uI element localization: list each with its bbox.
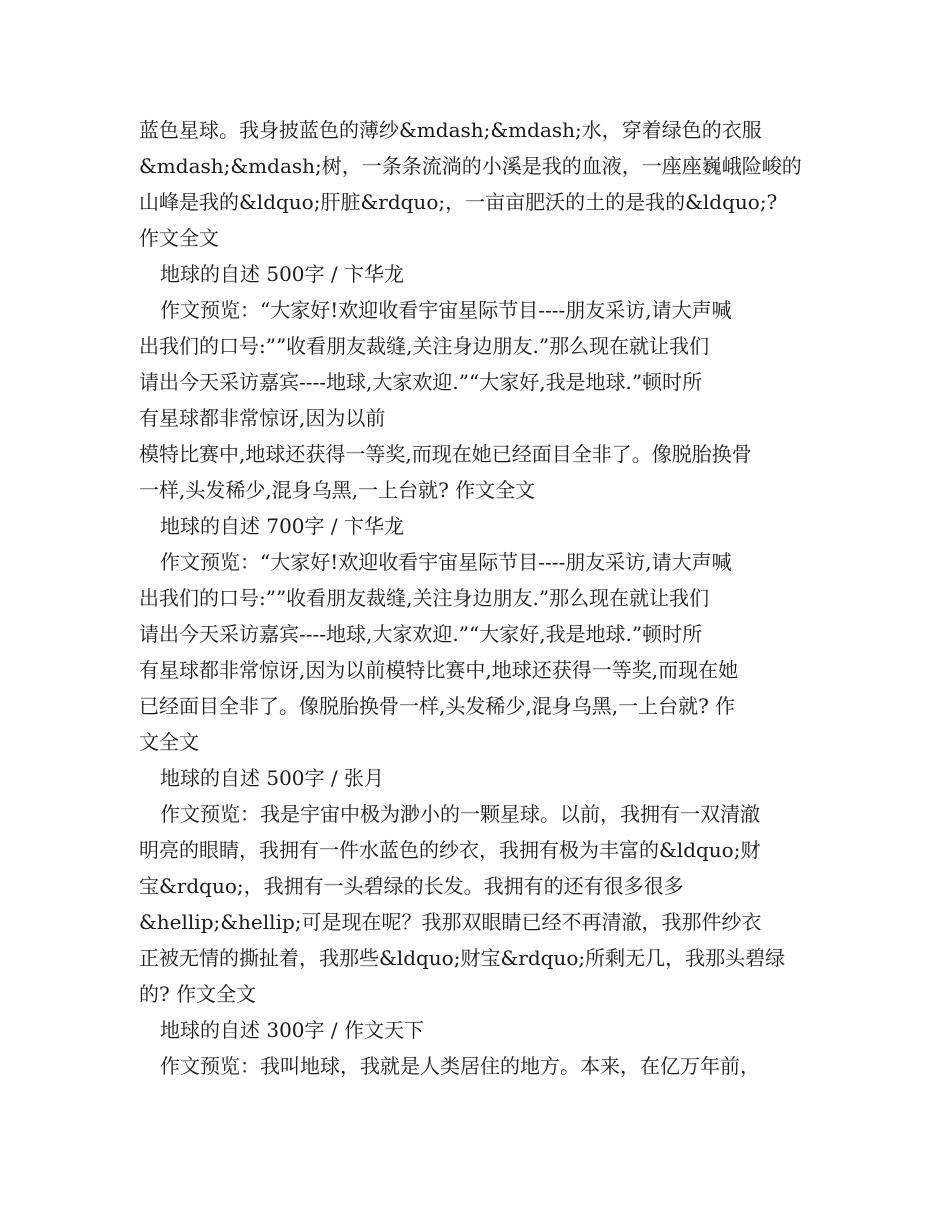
text-line: 作文预览：“大家好!欢迎收看宇宙星际节目----朋友采访,请大声喊 xyxy=(160,298,732,322)
text-line: 的? xyxy=(139,982,170,1006)
text-line: &hellip;&hellip;可是现在呢？我那双眼睛已经不再清澈，我那件纱衣 xyxy=(139,910,762,934)
text-line: 作文预览：我叫地球，我就是人类居住的地方。本来，在亿万年前， xyxy=(160,1054,760,1078)
text-line: 出我们的口号:””收看朋友裁缝,关注身边朋友.”那么现在就让我们 xyxy=(139,586,710,610)
entry-title[interactable]: 地球的自述 500字 / 卞华龙 xyxy=(160,262,404,286)
entry-title[interactable]: 地球的自述 500字 / 张月 xyxy=(160,766,384,790)
full-text-link[interactable]: 作文全文 xyxy=(139,226,219,250)
article-entry xyxy=(139,760,815,1012)
document-page xyxy=(139,112,815,1084)
text-line: 请出今天采访嘉宾----地球,大家欢迎.”“大家好,我是地球.”顿时所 xyxy=(139,370,703,394)
entry-title[interactable]: 地球的自述 300字 / 作文天下 xyxy=(160,1018,424,1042)
text-line: 作文预览：“大家好!欢迎收看宇宙星际节目----朋友采访,请大声喊 xyxy=(160,550,732,574)
article-entry xyxy=(139,508,815,760)
text-line: 正被无情的撕扯着，我那些&ldquo;财宝&rdquo;所剩无几，我那头碧绿 xyxy=(139,946,786,970)
text-line: &mdash;&mdash;树，一条条流淌的小溪是我的血液，一座座巍峨险峻的 xyxy=(139,154,802,178)
entry-title[interactable]: 地球的自述 700字 / 卞华龙 xyxy=(160,514,404,538)
text-line: 一样,头发稀少,混身乌黑,一上台就? xyxy=(139,478,449,502)
text-line: 明亮的眼睛，我拥有一件水蓝色的纱衣，我拥有极为丰富的&ldquo;财 xyxy=(139,838,761,862)
full-text-link[interactable]: 作文全文 xyxy=(176,982,257,1006)
text-line: 有星球都非常惊讶,因为以前模特比赛中,地球还获得一等奖,而现在她 xyxy=(139,658,739,682)
text-line: 模特比赛中,地球还获得一等奖,而现在她已经面目全非了。像脱胎换骨 xyxy=(139,442,752,466)
text-line: 有星球都非常惊讶,因为以前 xyxy=(139,406,386,430)
full-text-link[interactable]: 作文全文 xyxy=(455,478,536,502)
article-entry xyxy=(139,256,815,508)
text-line: 作文预览：我是宇宙中极为渺小的一颗星球。以前，我拥有一双清澈 xyxy=(160,802,760,826)
text-line: 宝&rdquo;，我拥有一头碧绿的长发。我拥有的还有很多很多 xyxy=(139,874,684,898)
text-line: 山峰是我的&ldquo;肝脏&rdquo;，一亩亩肥沃的土的是我的&ldquo;? xyxy=(139,190,778,214)
text-line: 已经面目全非了。像脱胎换骨一样,头发稀少,混身乌黑,一上台就? 作 xyxy=(139,694,736,718)
full-text-link[interactable]: 文全文 xyxy=(139,730,199,754)
text-line: 出我们的口号:””收看朋友裁缝,关注身边朋友.”那么现在就让我们 xyxy=(139,334,710,358)
article-entry xyxy=(139,1012,815,1084)
text-line: 请出今天采访嘉宾----地球,大家欢迎.”“大家好,我是地球.”顿时所 xyxy=(139,622,703,646)
text-line: 蓝色星球。我身披蓝色的薄纱&mdash;&mdash;水，穿着绿色的衣服 xyxy=(139,118,762,142)
intro-paragraph xyxy=(139,112,815,256)
